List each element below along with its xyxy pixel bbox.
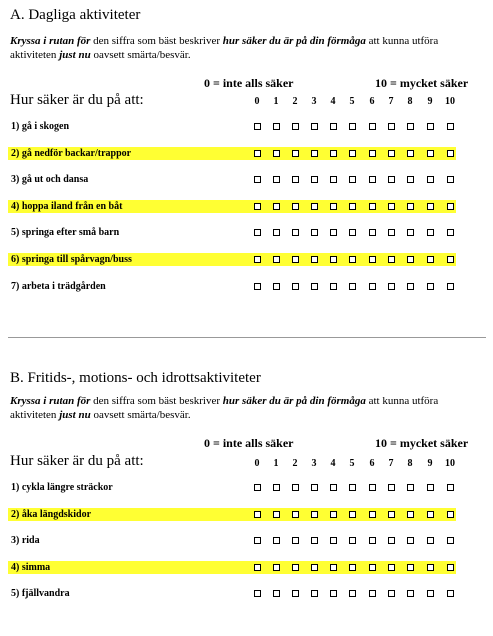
rating-checkbox-7[interactable] (388, 564, 395, 571)
rating-checkbox-4[interactable] (330, 590, 337, 597)
rating-checkbox-9[interactable] (427, 537, 434, 544)
rating-checkbox-10[interactable] (447, 283, 454, 290)
scale-max-label: 10 = mycket säker (375, 436, 469, 450)
rating-checkbox-10[interactable] (447, 203, 454, 210)
rating-checkbox-9[interactable] (427, 283, 434, 290)
rating-checkbox-6[interactable] (369, 229, 376, 236)
rating-checkbox-1[interactable] (273, 564, 280, 571)
scale-number: 2 (292, 458, 298, 469)
rating-checkbox-8[interactable] (407, 484, 414, 491)
rating-checkbox-4[interactable] (330, 511, 337, 518)
scale-number: 2 (292, 96, 298, 107)
rating-checkbox-6[interactable] (369, 590, 376, 597)
activity-label: 1) cykla längre sträckor (11, 482, 113, 493)
rating-checkbox-7[interactable] (388, 283, 395, 290)
rating-checkbox-0[interactable] (254, 176, 261, 183)
rating-row (8, 508, 456, 521)
rating-checkbox-5[interactable] (349, 203, 356, 210)
rating-checkbox-10[interactable] (447, 123, 454, 130)
scale-number: 9 (427, 96, 433, 107)
rating-checkbox-8[interactable] (407, 256, 414, 263)
rating-checkbox-9[interactable] (427, 123, 434, 130)
rating-checkbox-6[interactable] (369, 511, 376, 518)
rating-checkbox-8[interactable] (407, 590, 414, 597)
rating-checkbox-2[interactable] (292, 283, 299, 290)
rating-checkbox-3[interactable] (311, 484, 318, 491)
activity-label: 1) gå i skogen (11, 121, 70, 132)
section-title: A. Dagliga aktiviteter (10, 7, 141, 23)
rating-checkbox-10[interactable] (447, 537, 454, 544)
rating-checkbox-7[interactable] (388, 511, 395, 518)
scale-number: 7 (388, 458, 394, 469)
activity-label: 4) hoppa iland från en båt (11, 200, 123, 212)
rating-checkbox-4[interactable] (330, 564, 337, 571)
scale-number: 10 (445, 458, 455, 469)
rating-checkbox-3[interactable] (311, 203, 318, 210)
rating-checkbox-6[interactable] (369, 176, 376, 183)
rating-checkbox-0[interactable] (254, 256, 261, 263)
rating-checkbox-1[interactable] (273, 511, 280, 518)
section-divider (8, 337, 486, 338)
activity-label: 5) springa efter små barn (11, 227, 120, 239)
rating-checkbox-0[interactable] (254, 150, 261, 157)
rating-checkbox-3[interactable] (311, 229, 318, 236)
rating-checkbox-9[interactable] (427, 203, 434, 210)
rating-checkbox-1[interactable] (273, 176, 280, 183)
rating-checkbox-2[interactable] (292, 256, 299, 263)
rating-checkbox-10[interactable] (447, 256, 454, 263)
rating-checkbox-4[interactable] (330, 176, 337, 183)
rating-checkbox-4[interactable] (330, 123, 337, 130)
rating-checkbox-0[interactable] (254, 229, 261, 236)
rating-checkbox-7[interactable] (388, 537, 395, 544)
section-title: B. Fritids-, motions- och idrottsaktiviteter (10, 370, 261, 386)
activity-label: 7) arbeta i trädgården (11, 280, 106, 292)
rating-checkbox-7[interactable] (388, 203, 395, 210)
rating-checkbox-2[interactable] (292, 150, 299, 157)
rating-row (8, 120, 456, 133)
rating-checkbox-8[interactable] (407, 150, 414, 157)
rating-checkbox-9[interactable] (427, 511, 434, 518)
rating-checkbox-7[interactable] (388, 123, 395, 130)
rating-checkbox-5[interactable] (349, 176, 356, 183)
scale-number: 7 (388, 96, 394, 107)
scale-min-label: 0 = inte alls säker (204, 76, 294, 90)
rating-checkbox-10[interactable] (447, 176, 454, 183)
rating-checkbox-0[interactable] (254, 537, 261, 544)
scale-number: 4 (330, 96, 336, 107)
rating-checkbox-9[interactable] (427, 176, 434, 183)
rating-checkbox-7[interactable] (388, 484, 395, 491)
activity-label: 4) simma (11, 561, 51, 573)
rating-checkbox-8[interactable] (407, 283, 414, 290)
rating-checkbox-3[interactable] (311, 511, 318, 518)
rating-checkbox-0[interactable] (254, 484, 261, 491)
rating-checkbox-0[interactable] (254, 123, 261, 130)
rating-checkbox-0[interactable] (254, 283, 261, 290)
rating-checkbox-1[interactable] (273, 283, 280, 290)
scale-min-label: 0 = inte alls säker (204, 436, 294, 450)
rating-row (8, 200, 456, 213)
rating-checkbox-2[interactable] (292, 123, 299, 130)
rating-checkbox-7[interactable] (388, 256, 395, 263)
instructions: Kryssa i rutan för den siffra som bäst beskriver hur säker du är på din förmåga att kunna utföra aktiviteten just nu oavsett smärta/besvär. (10, 395, 439, 421)
rating-checkbox-1[interactable] (273, 590, 280, 597)
rating-checkbox-5[interactable] (349, 564, 356, 571)
rating-checkbox-8[interactable] (407, 511, 414, 518)
scale-number: 0 (254, 96, 260, 107)
scale-number: 5 (349, 458, 355, 469)
rating-checkbox-3[interactable] (311, 283, 318, 290)
rating-checkbox-0[interactable] (254, 564, 261, 571)
rating-row (8, 280, 456, 293)
rating-checkbox-10[interactable] (447, 150, 454, 157)
rating-checkbox-3[interactable] (311, 537, 318, 544)
rating-checkbox-7[interactable] (388, 590, 395, 597)
scale-max-label: 10 = mycket säker (375, 76, 469, 90)
rating-checkbox-8[interactable] (407, 537, 414, 544)
rating-checkbox-6[interactable] (369, 123, 376, 130)
rating-checkbox-9[interactable] (427, 484, 434, 491)
rating-row (8, 173, 456, 186)
rating-checkbox-3[interactable] (311, 123, 318, 130)
rating-checkbox-1[interactable] (273, 123, 280, 130)
rating-checkbox-3[interactable] (311, 564, 318, 571)
rating-checkbox-1[interactable] (273, 484, 280, 491)
rating-checkbox-5[interactable] (349, 229, 356, 236)
rating-checkbox-1[interactable] (273, 537, 280, 544)
rating-checkbox-4[interactable] (330, 283, 337, 290)
rating-checkbox-5[interactable] (349, 283, 356, 290)
rating-checkbox-6[interactable] (369, 283, 376, 290)
rating-checkbox-1[interactable] (273, 150, 280, 157)
rating-checkbox-2[interactable] (292, 564, 299, 571)
rating-checkbox-5[interactable] (349, 256, 356, 263)
rating-checkbox-4[interactable] (330, 150, 337, 157)
rating-checkbox-10[interactable] (447, 564, 454, 571)
question-heading: Hur säker är du på att: (10, 92, 144, 108)
rating-row (8, 561, 456, 574)
rating-checkbox-5[interactable] (349, 484, 356, 491)
rating-checkbox-6[interactable] (369, 150, 376, 157)
scale-number: 6 (369, 458, 375, 469)
rating-checkbox-6[interactable] (369, 564, 376, 571)
scale-number: 1 (273, 96, 279, 107)
rating-checkbox-2[interactable] (292, 537, 299, 544)
rating-checkbox-3[interactable] (311, 176, 318, 183)
rating-checkbox-9[interactable] (427, 229, 434, 236)
scale-number: 10 (445, 96, 455, 107)
activity-label: 6) springa till spårvagn/buss (11, 254, 132, 265)
rating-checkbox-1[interactable] (273, 203, 280, 210)
rating-checkbox-0[interactable] (254, 511, 261, 518)
activity-label: 5) fjällvandra (11, 588, 70, 600)
rating-checkbox-10[interactable] (447, 484, 454, 491)
rating-checkbox-4[interactable] (330, 229, 337, 236)
rating-checkbox-5[interactable] (349, 123, 356, 130)
scale-number: 3 (311, 96, 317, 107)
rating-checkbox-4[interactable] (330, 484, 337, 491)
rating-row (8, 253, 456, 266)
rating-checkbox-7[interactable] (388, 176, 395, 183)
rating-checkbox-9[interactable] (427, 256, 434, 263)
rating-checkbox-8[interactable] (407, 203, 414, 210)
scale-number: 5 (349, 96, 355, 107)
rating-checkbox-1[interactable] (273, 229, 280, 236)
activity-label: 3) gå ut och dansa (11, 174, 89, 186)
rating-checkbox-6[interactable] (369, 484, 376, 491)
rating-checkbox-10[interactable] (447, 590, 454, 597)
activity-label: 2) åka längdskidor (11, 508, 92, 520)
question-heading: Hur säker är du på att: (10, 453, 144, 469)
rating-checkbox-2[interactable] (292, 484, 299, 491)
rating-checkbox-3[interactable] (311, 256, 318, 263)
scale-number: 3 (311, 458, 317, 469)
scale-number: 0 (254, 458, 260, 469)
rating-checkbox-8[interactable] (407, 229, 414, 236)
instructions: Kryssa i rutan för den siffra som bäst beskriver hur säker du är på din förmåga att kunna utföra aktiviteten just nu oavsett smärta/besvär. (10, 35, 439, 61)
scale-number: 9 (427, 458, 433, 469)
rating-checkbox-7[interactable] (388, 150, 395, 157)
rating-checkbox-6[interactable] (369, 537, 376, 544)
rating-row (8, 534, 456, 547)
rating-checkbox-2[interactable] (292, 176, 299, 183)
rating-checkbox-1[interactable] (273, 256, 280, 263)
activity-label: 2) gå nedför backar/trappor (11, 147, 132, 159)
rating-checkbox-10[interactable] (447, 511, 454, 518)
scale-number: 8 (407, 96, 413, 107)
rating-checkbox-9[interactable] (427, 150, 434, 157)
rating-checkbox-10[interactable] (447, 229, 454, 236)
rating-checkbox-4[interactable] (330, 203, 337, 210)
rating-checkbox-2[interactable] (292, 203, 299, 210)
rating-checkbox-8[interactable] (407, 564, 414, 571)
rating-checkbox-6[interactable] (369, 256, 376, 263)
rating-checkbox-0[interactable] (254, 203, 261, 210)
rating-checkbox-9[interactable] (427, 564, 434, 571)
rating-checkbox-8[interactable] (407, 176, 414, 183)
rating-row (8, 587, 456, 600)
scale-number: 6 (369, 96, 375, 107)
rating-checkbox-5[interactable] (349, 511, 356, 518)
rating-checkbox-2[interactable] (292, 511, 299, 518)
rating-checkbox-5[interactable] (349, 537, 356, 544)
rating-checkbox-5[interactable] (349, 150, 356, 157)
rating-checkbox-4[interactable] (330, 256, 337, 263)
rating-checkbox-5[interactable] (349, 590, 356, 597)
activity-label: 3) rida (11, 535, 40, 547)
rating-row (8, 226, 456, 239)
rating-checkbox-3[interactable] (311, 590, 318, 597)
rating-checkbox-2[interactable] (292, 229, 299, 236)
rating-checkbox-8[interactable] (407, 123, 414, 130)
rating-row (8, 147, 456, 160)
scale-number: 4 (330, 458, 336, 469)
rating-checkbox-6[interactable] (369, 203, 376, 210)
rating-checkbox-4[interactable] (330, 537, 337, 544)
rating-checkbox-0[interactable] (254, 590, 261, 597)
rating-checkbox-3[interactable] (311, 150, 318, 157)
rating-checkbox-2[interactable] (292, 590, 299, 597)
scale-number: 8 (407, 458, 413, 469)
rating-checkbox-9[interactable] (427, 590, 434, 597)
rating-checkbox-7[interactable] (388, 229, 395, 236)
scale-number: 1 (273, 458, 279, 469)
rating-row (8, 481, 456, 494)
